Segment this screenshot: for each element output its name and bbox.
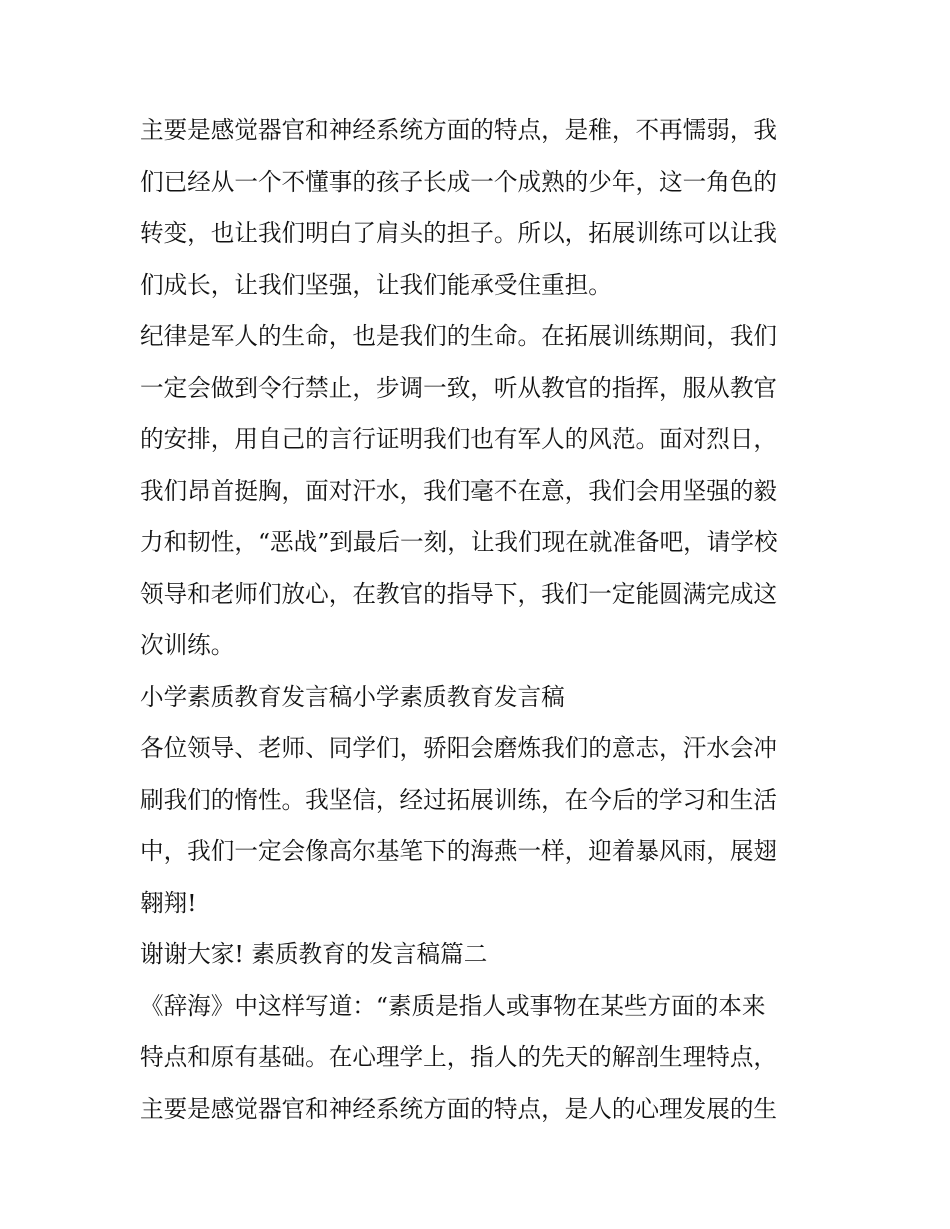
text-line: 主要是感觉器官和神经系统方面的特点，是稚，不再懦弱，我: [140, 116, 778, 144]
text-line: 一定会做到令行禁止，步调一致，听从教官的指挥，服从教官: [140, 373, 778, 402]
text-line: 主要是感觉器官和神经系统方面的特点，是人的心理发展的生: [140, 1094, 778, 1123]
text-line: 刷我们的惰性。我坚信，经过拓展训练，在今后的学习和生活: [140, 785, 778, 814]
text-line: 力和韧性，“恶战”到最后一刻，让我们现在就准备吧，请学校: [140, 528, 778, 556]
text-line: 我们昂首挺胸，面对汗水，我们毫不在意，我们会用坚强的毅: [140, 476, 778, 505]
text-line: 的安排，用自己的言行证明我们也有军人的风范。面对烈日，: [140, 425, 778, 453]
text-line: 纪律是军人的生命，也是我们的生命。在拓展训练期间，我们: [140, 322, 778, 350]
text-line: 《辞海》中这样写道：“素质是指人或事物在某些方面的本来: [140, 991, 766, 1020]
text-line: 领导和老师们放心，在教官的指导下，我们一定能圆满完成这: [140, 579, 778, 608]
text-line: 中，我们一定会像高尔基笔下的海燕一样，迎着暴风雨，展翅: [140, 837, 778, 865]
text-line: 次训练。: [140, 631, 235, 659]
section-heading: 谢谢大家! 素质教育的发言稿篇二: [140, 940, 488, 968]
text-line: 们成长，让我们坚强，让我们能承受住重担。: [140, 270, 612, 299]
text-line: 翱翔!: [140, 888, 197, 917]
text-line: 转变，也让我们明白了肩头的担子。所以，拓展训练可以让我: [140, 219, 778, 247]
text-line: 们已经从一个不懂事的孩子长成一个成熟的少年，这一角色的: [140, 167, 778, 196]
text-line: 各位领导、老师、同学们，骄阳会磨炼我们的意志，汗水会冲: [140, 734, 778, 762]
section-heading: 小学素质教育发言稿小学素质教育发言稿: [140, 682, 565, 711]
text-line: 特点和原有基础。在心理学上，指人的先天的解剖生理特点，: [140, 1043, 778, 1071]
document-body: [140, 105, 830, 1135]
